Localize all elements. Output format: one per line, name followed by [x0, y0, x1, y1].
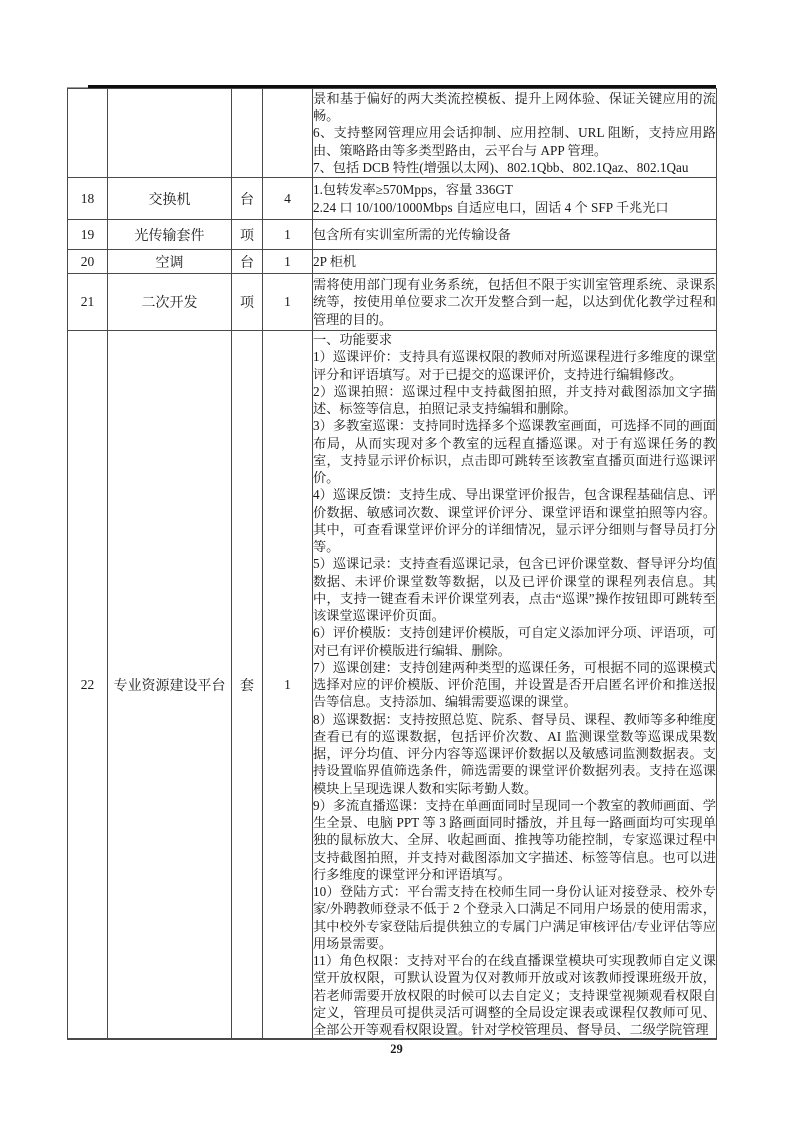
spec-paragraph: 包含所有实训室所需的光传输设备 [313, 226, 511, 242]
cell-item-number: 19 [68, 220, 108, 250]
table-row [68, 274, 717, 331]
cell-unit: 台 [232, 250, 263, 274]
cell-quantity: 1 [263, 220, 313, 250]
spec-paragraph: 8）巡课数据：支持按照总览、院系、督导员、课程、教师等多种维度查看已有的巡课数据，包括评价次数、AI 监测课堂数等巡课成果数据，评分均值、评分内容等巡课评价数据以及敏感词监测数据表。支持设置临界值筛选条件，筛选需要的课堂评价数据列表。支持在巡课模块上呈现选课人数和实际考勤人数。 [313, 711, 716, 796]
spec-paragraph: 5）巡课记录：支持查看巡课记录，包含已评价课堂数、督导评分均值数据、未评价课堂数等数据，以及已评价课堂的课程列表信息。其中，支持一键查看未评价课堂列表，点击“巡课”操作按钮即可跳转至该课堂巡课评价页面。 [313, 556, 716, 623]
spec-paragraph: 需将使用部门现有业务系统，包括但不限于实训室管理系统、录课系统等，按使用单位要求二次开发整合到一起，以达到优化教学过程和管理的目的。 [313, 277, 716, 327]
cell-item-name: 空调 [108, 250, 232, 274]
spec-paragraph: 2P 柜机 [313, 253, 357, 269]
cell-quantity: 1 [263, 274, 313, 331]
spec-table-body [68, 89, 717, 1040]
table-row [68, 89, 717, 178]
table-row [68, 178, 717, 220]
cell-item-name: 专业资源建设平台 [108, 331, 232, 1040]
cell-specification [313, 220, 717, 250]
spec-paragraph: 2.24 口 10/100/1000Mbps 自适应电口，固话 4 个 SFP 千兆光口 [313, 199, 669, 215]
cell-unit [232, 89, 263, 178]
cell-item-number [68, 89, 108, 178]
cell-unit: 台 [232, 178, 263, 220]
cell-item-number: 20 [68, 250, 108, 274]
cell-specification [313, 274, 717, 331]
table-row [68, 220, 717, 250]
spec-paragraph: 4）巡课反馈：支持生成、导出课堂评价报告，包含课程基础信息、评价数据、敏感词次数、课堂评价评分、课堂评语和课堂拍照等内容。其中，可查看课堂评价评分的详细情况，显示评分细则与督导员打分等。 [313, 487, 716, 554]
cell-item-number: 21 [68, 274, 108, 331]
spec-paragraph: 一、功能要求 [313, 332, 393, 347]
cell-unit: 套 [232, 331, 263, 1040]
spec-paragraph: 1.包转发率≥570Mpps，容量 336GT [313, 182, 513, 198]
page-number: 29 [390, 1042, 403, 1056]
spec-paragraph: 7、包括 DCB 特性(增强以太网)、802.1Qbb、802.1Qaz、802.1Qau [313, 159, 689, 175]
cell-specification [313, 331, 717, 1040]
spec-paragraph: 1）巡课评价：支持具有巡课权限的教师对所巡课程进行多维度的课堂评分和评语填写。对于已提交的巡课评价，支持进行编辑修改。 [313, 349, 716, 382]
cell-unit: 项 [232, 274, 263, 331]
cell-item-number: 22 [68, 331, 108, 1040]
cell-item-name: 二次开发 [108, 274, 232, 331]
spec-paragraph: 9）多流直播巡课：支持在单画面同时呈现同一个教室的教师画面、学生全景、电脑 PPT 等 3 路画面同时播放，并且每一路画面均可实现单独的鼠标放大、全屏、收起画面、推拽等功能控制，专家巡课过程中支持截图拍照，并支持对截图添加文字描述、标签等信息。也可以进行多维度的课堂评分和评语填写。 [313, 797, 716, 882]
spec-paragraph: 7）巡课创建：支持创建两种类型的巡课任务，可根据不同的巡课模式选择对应的评价模版、评价范围，并设置是否开启匿名评价和推送报告等信息。支持添加、编辑需要巡课的课堂。 [313, 659, 716, 710]
cell-unit: 项 [232, 220, 263, 250]
cell-quantity: 1 [263, 250, 313, 274]
spec-paragraph: 6）评价模版：支持创建评价模版，可自定义添加评分项、评语项，可对已有评价模版进行编辑、删除。 [313, 625, 716, 658]
cell-item-number: 18 [68, 178, 108, 220]
table-row [68, 331, 717, 1040]
spec-paragraph: 3）多教室巡课：支持同时选择多个巡课教室画面，可选择不同的画面布局，从而实现对多个教室的远程直播巡课。对于有巡课任务的教室，支持显示评价标识，点击即可跳转至该教室直播页面进行巡课评价。 [313, 418, 716, 485]
table-row [68, 250, 717, 274]
cell-specification [313, 250, 717, 274]
cell-quantity: 4 [263, 178, 313, 220]
cell-item-name [108, 89, 232, 178]
spec-paragraph: 2）巡课拍照：巡课过程中支持截图拍照，并支持对截图添加文字描述、标签等信息，拍照记录支持编辑和删除。 [313, 383, 716, 416]
cell-specification [313, 178, 717, 220]
spec-paragraph: 10）登陆方式：平台需支持在校师生同一身份认证对接登录、校外专家/外聘教师登录不低于 2 个登录入口满足不同用户场景的使用需求，其中校外专家登陆后提供独立的专属门户满足审核评估/专业评估等应用场景需要。 [313, 884, 716, 951]
cell-quantity: 1 [263, 331, 313, 1040]
cell-quantity [263, 89, 313, 178]
equipment-spec-table [67, 88, 717, 1040]
cell-specification [313, 89, 717, 178]
spec-paragraph: 11）角色权限：支持对平台的在线直播课堂模块可实现教师自定义课堂开放权限，可默认设置为仅对教师开放或对该教师授课班级开放，若老师需要开放权限的时候可以去自定义；支持课堂视频观看权限自定义，管理员可提供灵活可调整的全局设定课表或课程仅教师可见、全部公开等观看权限设置。针对学校管理员、督导员、二级学院管理 [313, 953, 716, 1037]
spec-paragraph: 景和基于偏好的两大类流控模板、提升上网体验、保证关键应用的流畅。 [313, 90, 716, 124]
cell-item-name: 光传输套件 [108, 220, 232, 250]
cell-item-name: 交换机 [108, 178, 232, 220]
spec-paragraph: 6、支持整网管理应用会话抑制、应用控制、URL 阻断，支持应用路由、策略路由等多类型路由，云平台与 APP 管理。 [313, 125, 716, 158]
